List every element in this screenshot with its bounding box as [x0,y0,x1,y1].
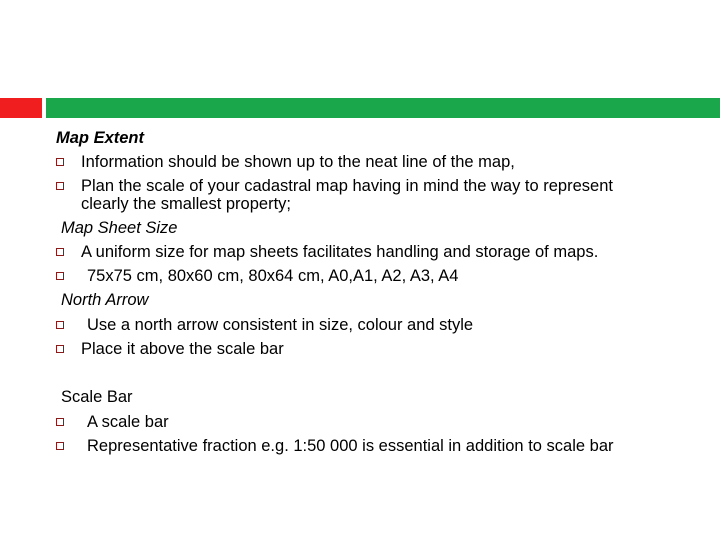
checkbox-bullet-icon [56,158,64,166]
checkbox-bullet-icon [56,442,64,450]
list-item: Use a north arrow consistent in size, colour and style [87,316,474,334]
list-item: Information should be shown up to the neat line of the map, [81,153,515,171]
section-heading-map-sheet-size: Map Sheet Size [61,219,178,237]
section-heading-north-arrow: North Arrow [61,291,149,309]
list-item: 75x75 cm, 80x60 cm, 80x64 cm, A0,A1, A2, A3, A4 [87,267,459,285]
section-heading-map-extent: Map Extent [56,129,145,147]
list-item-continuation: clearly the smallest property; [81,195,291,213]
checkbox-bullet-icon [56,248,64,256]
section-heading-scale-bar: Scale Bar [61,388,133,406]
list-item: A uniform size for map sheets facilitates handling and storage of maps. [81,243,599,261]
list-item: A scale bar [87,413,169,431]
header-red-bar [0,98,42,118]
checkbox-bullet-icon [56,182,64,190]
checkbox-bullet-icon [56,345,64,353]
checkbox-bullet-icon [56,272,64,280]
list-item: Representative fraction e.g. 1:50 000 is essential in addition to scale bar [87,437,614,455]
checkbox-bullet-icon [56,418,64,426]
header-green-bar [46,98,720,118]
checkbox-bullet-icon [56,321,64,329]
list-item: Place it above the scale bar [81,340,284,358]
list-item: Plan the scale of your cadastral map having in mind the way to represent [81,177,613,195]
